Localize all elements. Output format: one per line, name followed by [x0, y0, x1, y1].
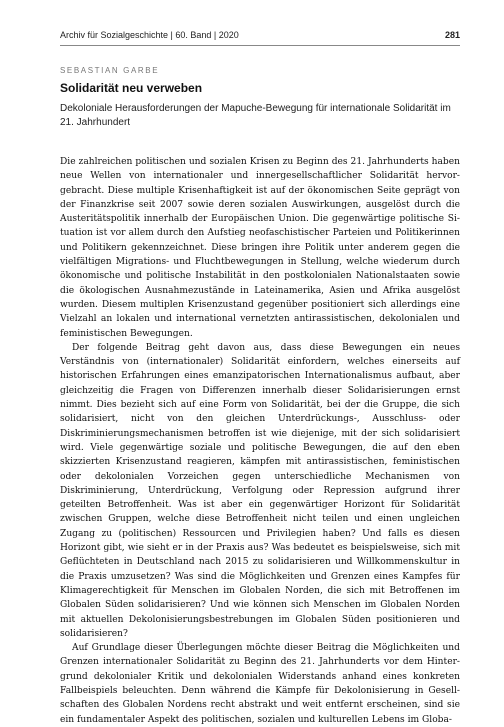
header-divider [60, 45, 460, 46]
article-title: Solidarität neu verweben [60, 81, 203, 95]
paragraph-1: Die zahlreichen politischen und sozialen Krisen zu Beginn des 21. Jahrhunderts haben neue Wellen von internationaler und innergesellschaftlicher Solidarität hervorgebracht. Diese multiple Krisenhaftigkeit ist auf der ökonomischen Seite geprägt von der Finanzkrise seit 2007 sowie deren sozialen Auswirkungen, ausgelöst durch die Austeritätspolitik innerhalb der Europäischen Union. Die gegenwärtige politische Situation ist vor allem durch den Aufstieg neofaschistischer Parteien und Politikerinnen und Politikern gekennzeichnet. Diese bringen ihre Politik unter anderem gegen die vielfältigen Migrations- und Fluchtbewegungen in Stellung, welche wiederum durch ökonomische und politische Instabilität in den postkolonialen Nationalstaaten sowie die ökologischen Ausnahmezustände in Lateinamerika, Asien und Afrika ausgelöst wurden. Diesem multiplen Krisenzustand gegenüber positioniert sich allerdings eine Vielzahl an lokalen und international vernetzten antirassistischen, dekolonialen und feministischen Bewegungen. [60, 157, 460, 339]
journal-citation: Archiv für Sozialgeschichte | 60. Band | 2020 [60, 30, 239, 40]
page-number: 281 [444, 30, 460, 40]
article-author: SEBASTIAN GARBE [60, 66, 160, 75]
running-header [60, 30, 460, 44]
article-body [60, 155, 460, 727]
paragraph-2: Der folgende Beitrag geht davon aus, dass diese Bewegungen ein neues Verständnis von (internationaler) Solidarität einfordern, welches einerseits auf historischen Erfahrungen eines emanzipatorischen Internationalismus aufbaut, aber gleichzeitig die Fragen von Differenzen innerhalb dieser Solidarisierungen ernst nimmt. Dies bezieht sich auf eine Form von Solidarität, bei der die Gruppe, die sich solidarisiert, nicht von den gleichen Unterdrückungs-, Ausschluss- oder Diskriminierungsmechanismen betroffen ist wie diejenige, mit der sich solidarisiert wird. Viele gegenwärtige soziale und politische Bewegungen, die auf den eben skizzierten Krisenzustand reagieren, kämpfen mit antirassistischen, feministischen oder dekolonialen Vorzeichen gegen unterschiedliche Mechanismen von Diskriminierung, Unterdrückung, Verfolgung oder Repression aufgrund ihrer geteilten Betroffenheit. Was ist aber ein gegenwärtiger Horizont für Solidarität zwischen Gruppen, welche diese Betroffenheit nicht teilen und einen ungleichen Zugang zu (politischen) Ressourcen und Privilegien haben? Und falls es diesen Horizont gibt, wie sieht er in der Praxis aus? Was bedeutet es beispielsweise, sich mit Geflüchteten in Deutschland nach 2015 zu solidarisieren und Willkommenskultur in die Praxis umzusetzen? Was sind die Möglichkeiten und Grenzen eines Kampfes für Klimagerechtigkeit für Menschen im Globalen Norden, die sich mit Betroffenen im Globalen Süden solidarisieren? Und wie können sich Menschen im Globalen Norden mit aktuellen Dekolonisierungsbestrebungen im Globalen Süden positionieren und solidarisieren? [60, 342, 460, 639]
paragraph-3: Auf Grundlage dieser Überlegungen möchte dieser Beitrag die Möglichkeiten und Grenzen internationaler Solidarität zu Beginn des 21. Jahrhunderts vor dem Hintergrund dekolonialer Kritik und dekolonialen Widerstands anhand eines konkreten Fallbeispiels beleuchten. Denn während die Kämpfe für Dekolonisierung in Gesellschaften des Globalen Nordens recht abstrakt und weit entfernt erscheinen, sind sie ein fundamentaler Aspekt des politischen, sozialen und kulturellen Lebens im Globa- [60, 643, 460, 725]
article-subtitle: Dekoloniale Herausforderungen der Mapuche-Bewegung für internationale Solidarität im 21. Jahrhundert [60, 103, 451, 128]
